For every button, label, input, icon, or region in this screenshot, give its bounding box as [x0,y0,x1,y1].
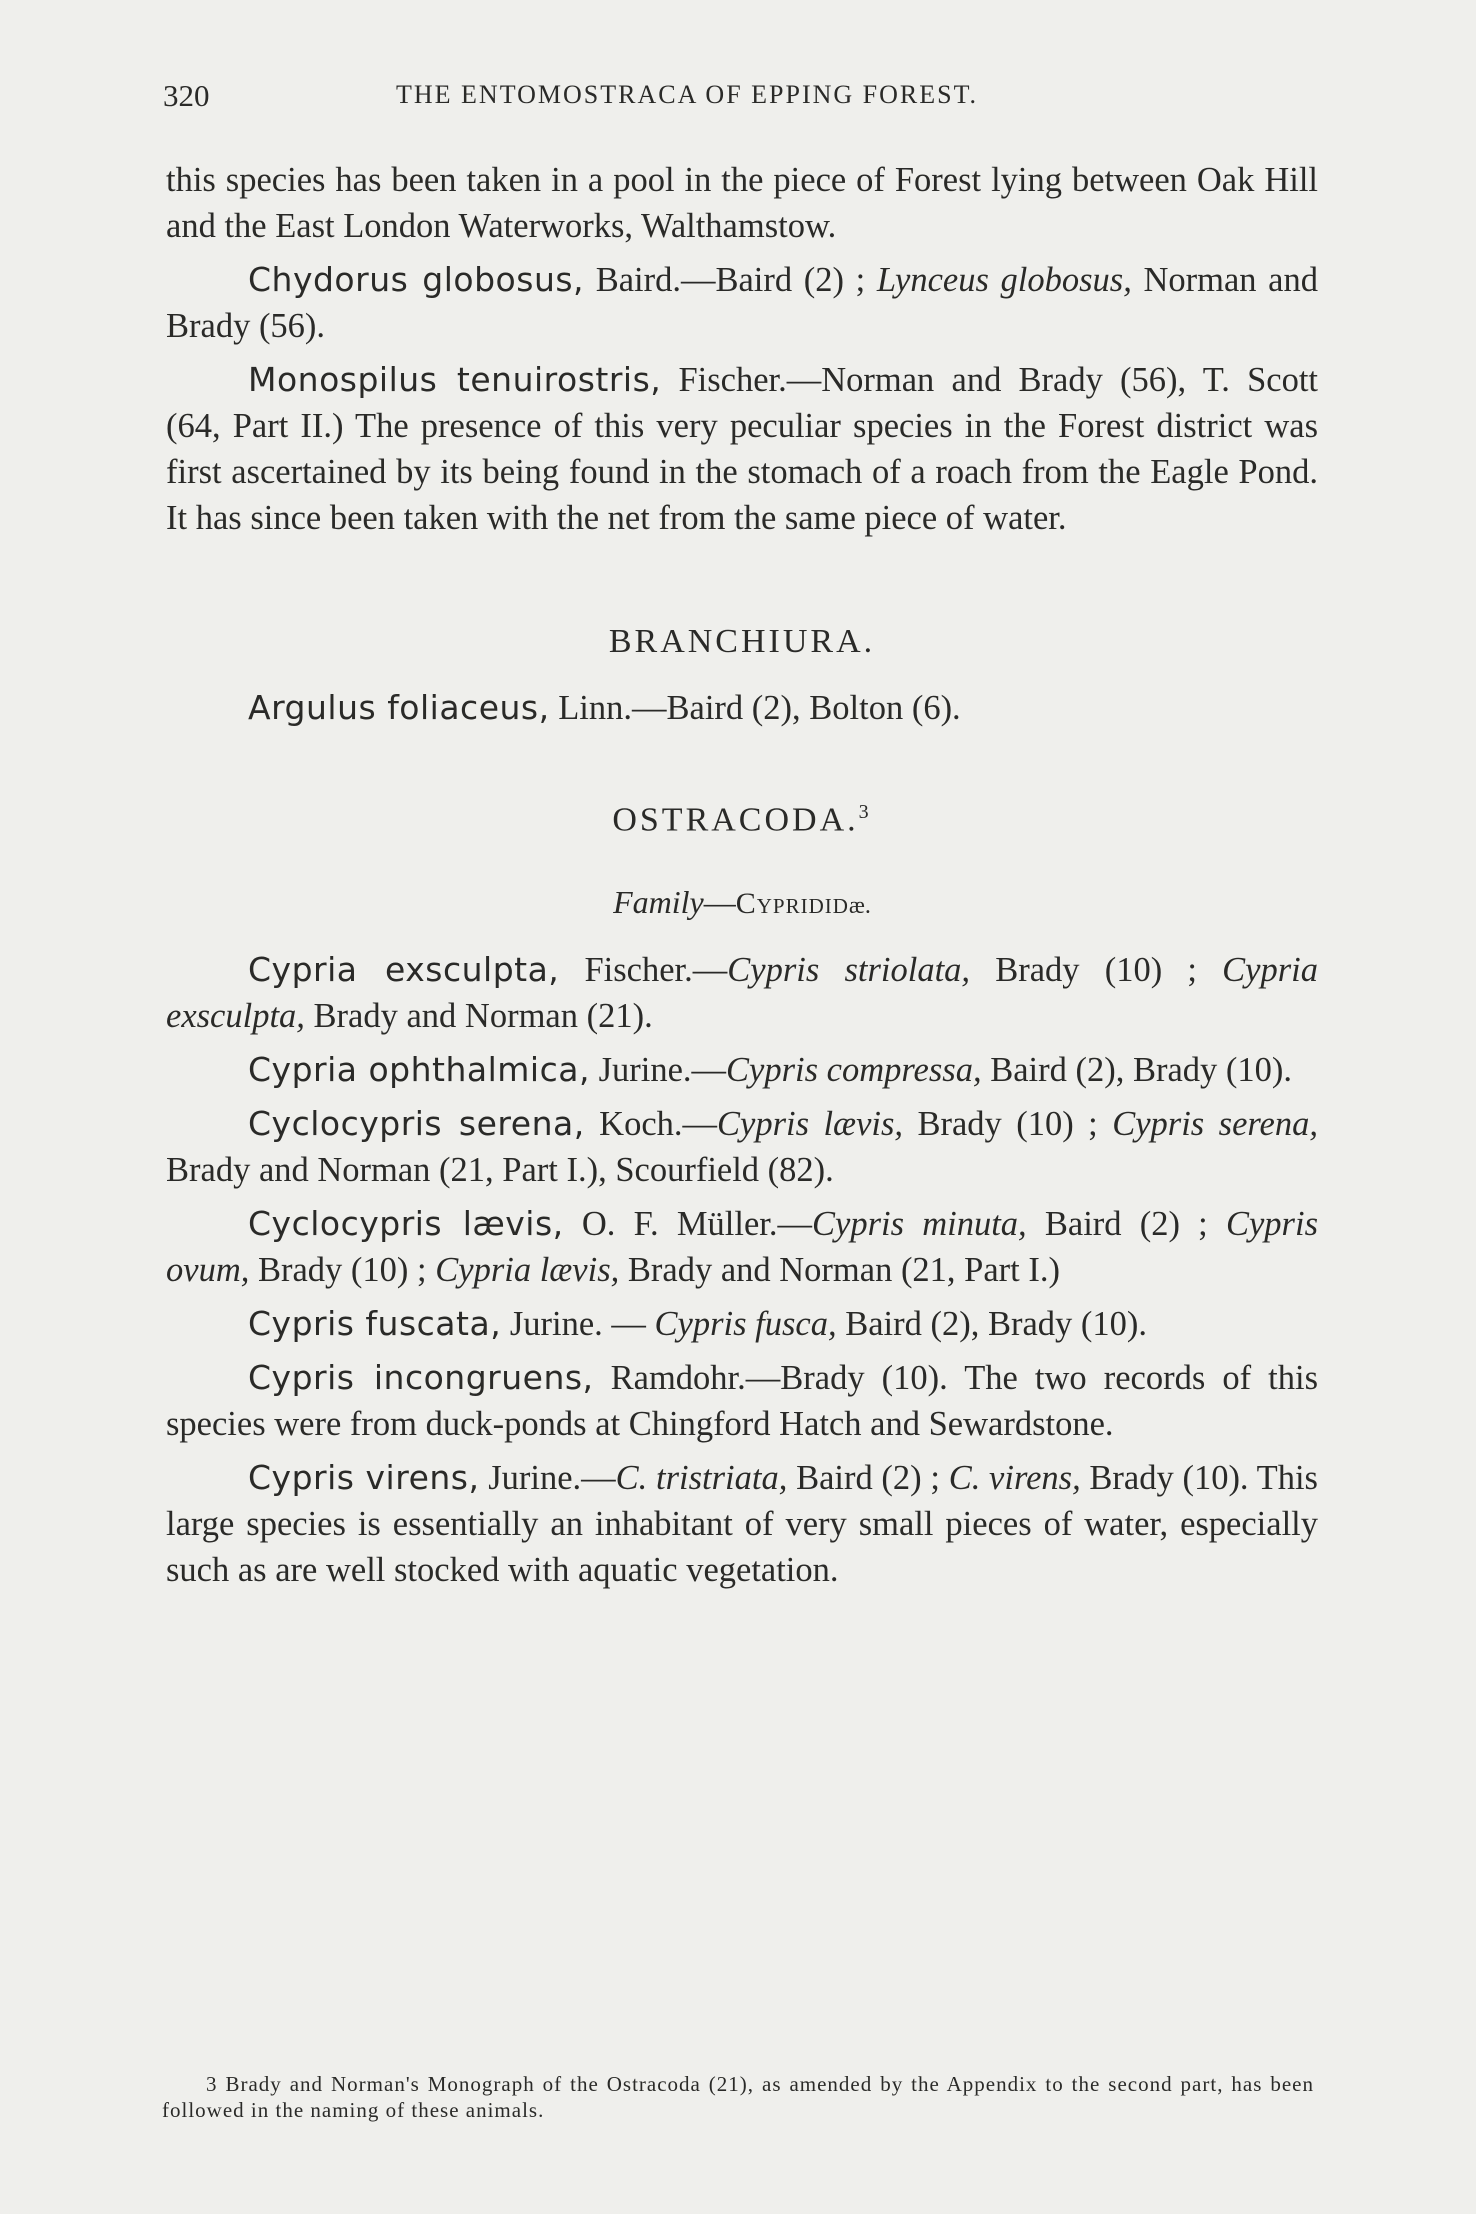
synonym: Cypris fusca, [654,1305,837,1344]
species-authority: Ramdohr.—Brady (10). The two records of this species were from duck-ponds at Chingford Hatch and Sewardstone. [166,1359,1318,1444]
continuation-paragraph: this species has been taken in a pool in the piece of Forest lying between Oak Hill and the East London Waterworks, Walthamstow. [166,161,1318,245]
species-entry [166,1301,1318,1347]
species-name: Cypris fuscata, [248,1304,502,1344]
synonym: C. tristriata, [615,1459,788,1498]
species-name: Cyclocypris lævis, [248,1204,564,1244]
footnote-marker: 3 [858,801,872,823]
main-text [166,157,1318,1593]
species-entry [166,257,1318,349]
footnote-text [162,2071,1314,2123]
species-entry [166,1355,1318,1447]
species-authority: Koch.— [584,1105,718,1144]
species-reference: Brady (10). This large species is essentially an inhabitant of very small pieces of water, especially such as are well stocked with aquatic vegetation. [166,1459,1318,1590]
species-reference: Brady (10) ; [903,1105,1113,1144]
species-entry [166,1201,1318,1293]
species-authority: Jurine.— [479,1459,616,1498]
species-entry [166,1455,1318,1593]
species-authority: Fischer.— [559,951,728,990]
footnote-body: Brady and Norman's Monograph of the Ostracoda (21), as amended by the Appendix to the second part, has been followed in the naming of these animals. [162,2072,1314,2122]
species-reference: Baird (2) ; [787,1459,949,1498]
species-reference: Brady (10) ; [249,1251,436,1290]
species-entry [166,357,1318,541]
family-name-end: æ. [848,893,871,920]
family-name: Cypridid [735,887,849,921]
species-reference: Brady (10) ; [970,951,1223,990]
synonym: C. virens, [948,1459,1081,1498]
footnote [162,2071,1314,2123]
synonym: Cypria exsculpta, [166,951,1318,1036]
species-name: Monospilus tenuirostris, [248,360,662,399]
species-name: Cypris incongruens, [248,1358,594,1398]
section-title: OSTRACODA. [612,801,859,839]
species-entry [166,1047,1318,1093]
species-reference: Brady and Norman (21, Part I.) [619,1251,1060,1290]
running-title: THE ENTOMOSTRACA OF EPPING FOREST. [396,80,979,109]
synonym: Cypris serena, [1112,1105,1318,1144]
synonym: Cypris minuta, [812,1205,1027,1244]
species-authority: Fischer.—Norman and Brady (56), T. Scott (64, Part II.) The presence of this very peculiar species in the Forest district was first ascertained by its being found in the stomach of a roach from the Eagle Pond. It has since been taken with the net from the same piece of water. [166,361,1318,537]
species-reference: Baird (2), Brady (10). [981,1051,1292,1090]
species-authority: Linn.—Baird (2), Bolton (6). [549,689,961,727]
synonym: Cypris lævis, [717,1105,904,1144]
synonym: Cypris striolata, [727,951,971,990]
species-name: Cypris virens, [248,1458,480,1498]
species-name: Chydorus globosus, [248,260,585,299]
species-entry [166,947,1318,1039]
species-reference: Norman and Brady (56). [166,261,1318,345]
family-prefix: Family [613,884,704,921]
species-name: Cyclocypris serena, [248,1104,585,1144]
species-reference: Baird (2), Brady (10). [836,1305,1148,1344]
species-reference: Brady and Norman (21). [304,997,653,1036]
species-authority: O. F. Müller.— [563,1205,812,1244]
species-name: Argulus foliaceus, [248,688,550,727]
synonym: Cypria lævis, [435,1251,620,1290]
synonym: Lynceus globosus, [876,261,1132,299]
species-authority: Baird.—Baird (2) ; [584,261,877,299]
synonym: Cypris ovum, [166,1205,1318,1290]
species-authority: Jurine.— [589,1051,727,1090]
species-reference: Baird (2) ; [1026,1205,1226,1244]
species-entry [166,685,1318,731]
footnote-number: 3 [206,2072,218,2096]
section-heading-ostracoda [166,789,1318,843]
synonym: Cypris compressa, [726,1051,982,1090]
section-heading-branchiura: BRANCHIURA. [608,623,876,660]
species-name: Cypria exsculpta, [248,950,560,990]
family-dash: — [703,884,736,921]
species-reference: Brady and Norman (21, Part I.), Scourfield (82). [166,1151,834,1190]
family-heading [166,879,1318,929]
page-number: 320 [163,78,210,113]
species-name: Cypria ophthalmica, [248,1050,590,1090]
species-authority: Jurine. — [501,1305,655,1344]
species-entry [166,1101,1318,1193]
